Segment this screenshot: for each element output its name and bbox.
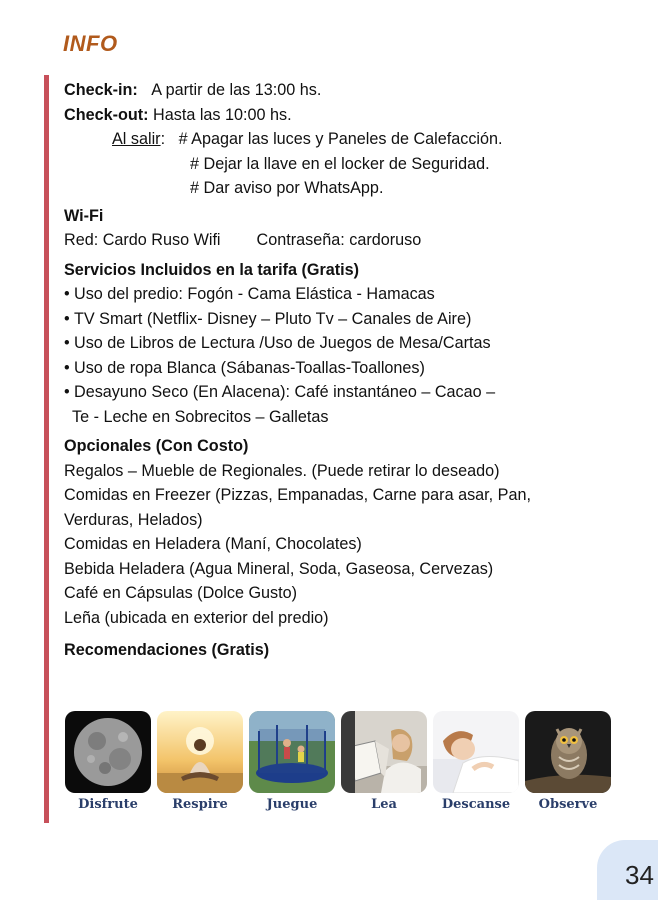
al-salir-colon: : xyxy=(160,130,166,148)
checkin-value: A partir de las 13:00 hs. xyxy=(151,81,322,99)
recommendation-tiles xyxy=(65,711,610,812)
checkin-label: Check-in: xyxy=(64,81,138,99)
checkout-label: Check-out: xyxy=(64,105,149,124)
tile-juegue xyxy=(249,711,335,812)
list-item: • TV Smart (Netflix- Disney – Pluto Tv – Canales de Aire) xyxy=(64,309,472,328)
checkout-line xyxy=(64,103,624,128)
list-item: • Uso de ropa Blanca (Sábanas-Toallas-Toallones) xyxy=(64,358,425,377)
wifi-password: Contraseña: cardoruso xyxy=(256,231,422,249)
accent-bar xyxy=(44,75,49,823)
tile-caption: Disfrute xyxy=(78,797,138,812)
meditation-image xyxy=(157,711,243,793)
tile-lea xyxy=(341,711,427,812)
al-salir-item: # Apagar las luces y Paneles de Calefacción. xyxy=(178,130,503,148)
reading-image xyxy=(341,711,427,793)
checkin-line xyxy=(64,78,624,103)
opcionales-line: Café en Cápsulas (Dolce Gusto) xyxy=(64,584,298,602)
tile-caption: Descanse xyxy=(441,797,511,812)
tile-caption: Lea xyxy=(371,797,397,812)
list-item: • Desayuno Seco (En Alacena): Café instantáneo – Cacao – xyxy=(64,383,496,401)
sleeping-image xyxy=(433,711,519,793)
trampoline-image xyxy=(249,711,335,793)
opcionales-line: Comidas en Heladera (Maní, Chocolates) xyxy=(64,535,362,553)
owl-image xyxy=(525,711,611,793)
wifi-heading: Wi-Fi xyxy=(64,206,104,225)
tile-observe xyxy=(525,711,611,812)
page-number: 34 xyxy=(625,860,654,890)
tile-caption: Observe xyxy=(538,797,598,812)
recomendaciones-heading: Recomendaciones (Gratis) xyxy=(64,641,270,659)
page-title: INFO xyxy=(63,31,118,56)
al-salir-line xyxy=(64,127,624,152)
opcionales-line: Bebida Heladera (Agua Mineral, Soda, Gaseosa, Cervezas) xyxy=(64,559,494,578)
al-salir-item: # Dar aviso por WhatsApp. xyxy=(190,179,384,197)
tile-respire xyxy=(157,711,243,812)
list-item: • Uso del predio: Fogón - Cama Elástica - Hamacas xyxy=(64,285,435,303)
list-item: • Uso de Libros de Lectura /Uso de Juegos de Mesa/Cartas xyxy=(64,334,491,352)
al-salir-item: # Dejar la llave en el locker de Seguridad. xyxy=(190,154,490,173)
al-salir-label: Al salir xyxy=(112,130,161,148)
servicios-heading: Servicios Incluidos en la tarifa (Gratis) xyxy=(64,260,360,279)
opcionales-line: Comidas en Freezer (Pizzas, Empanadas, Carne para asar, Pan, xyxy=(64,486,531,504)
tile-disfrute xyxy=(65,711,151,812)
opcionales-heading: Opcionales (Con Costo) xyxy=(64,437,249,455)
checkout-value: Hasta las 10:00 hs. xyxy=(153,105,292,124)
tile-descanse xyxy=(433,711,519,812)
moon-image xyxy=(65,711,151,793)
opcionales-line: Leña (ubicada en exterior del predio) xyxy=(64,608,329,627)
tile-caption: Respire xyxy=(172,797,228,812)
tile-caption: Juegue xyxy=(266,797,318,812)
wifi-line xyxy=(64,228,624,253)
info-content xyxy=(64,78,624,663)
opcionales-line: Regalos – Mueble de Regionales. (Puede retirar lo deseado) xyxy=(64,461,500,480)
list-item-continuation: Te - Leche en Sobrecitos – Galletas xyxy=(72,407,329,426)
wifi-network: Red: Cardo Ruso Wifi xyxy=(64,231,221,249)
opcionales-line: Verduras, Helados) xyxy=(64,510,203,529)
